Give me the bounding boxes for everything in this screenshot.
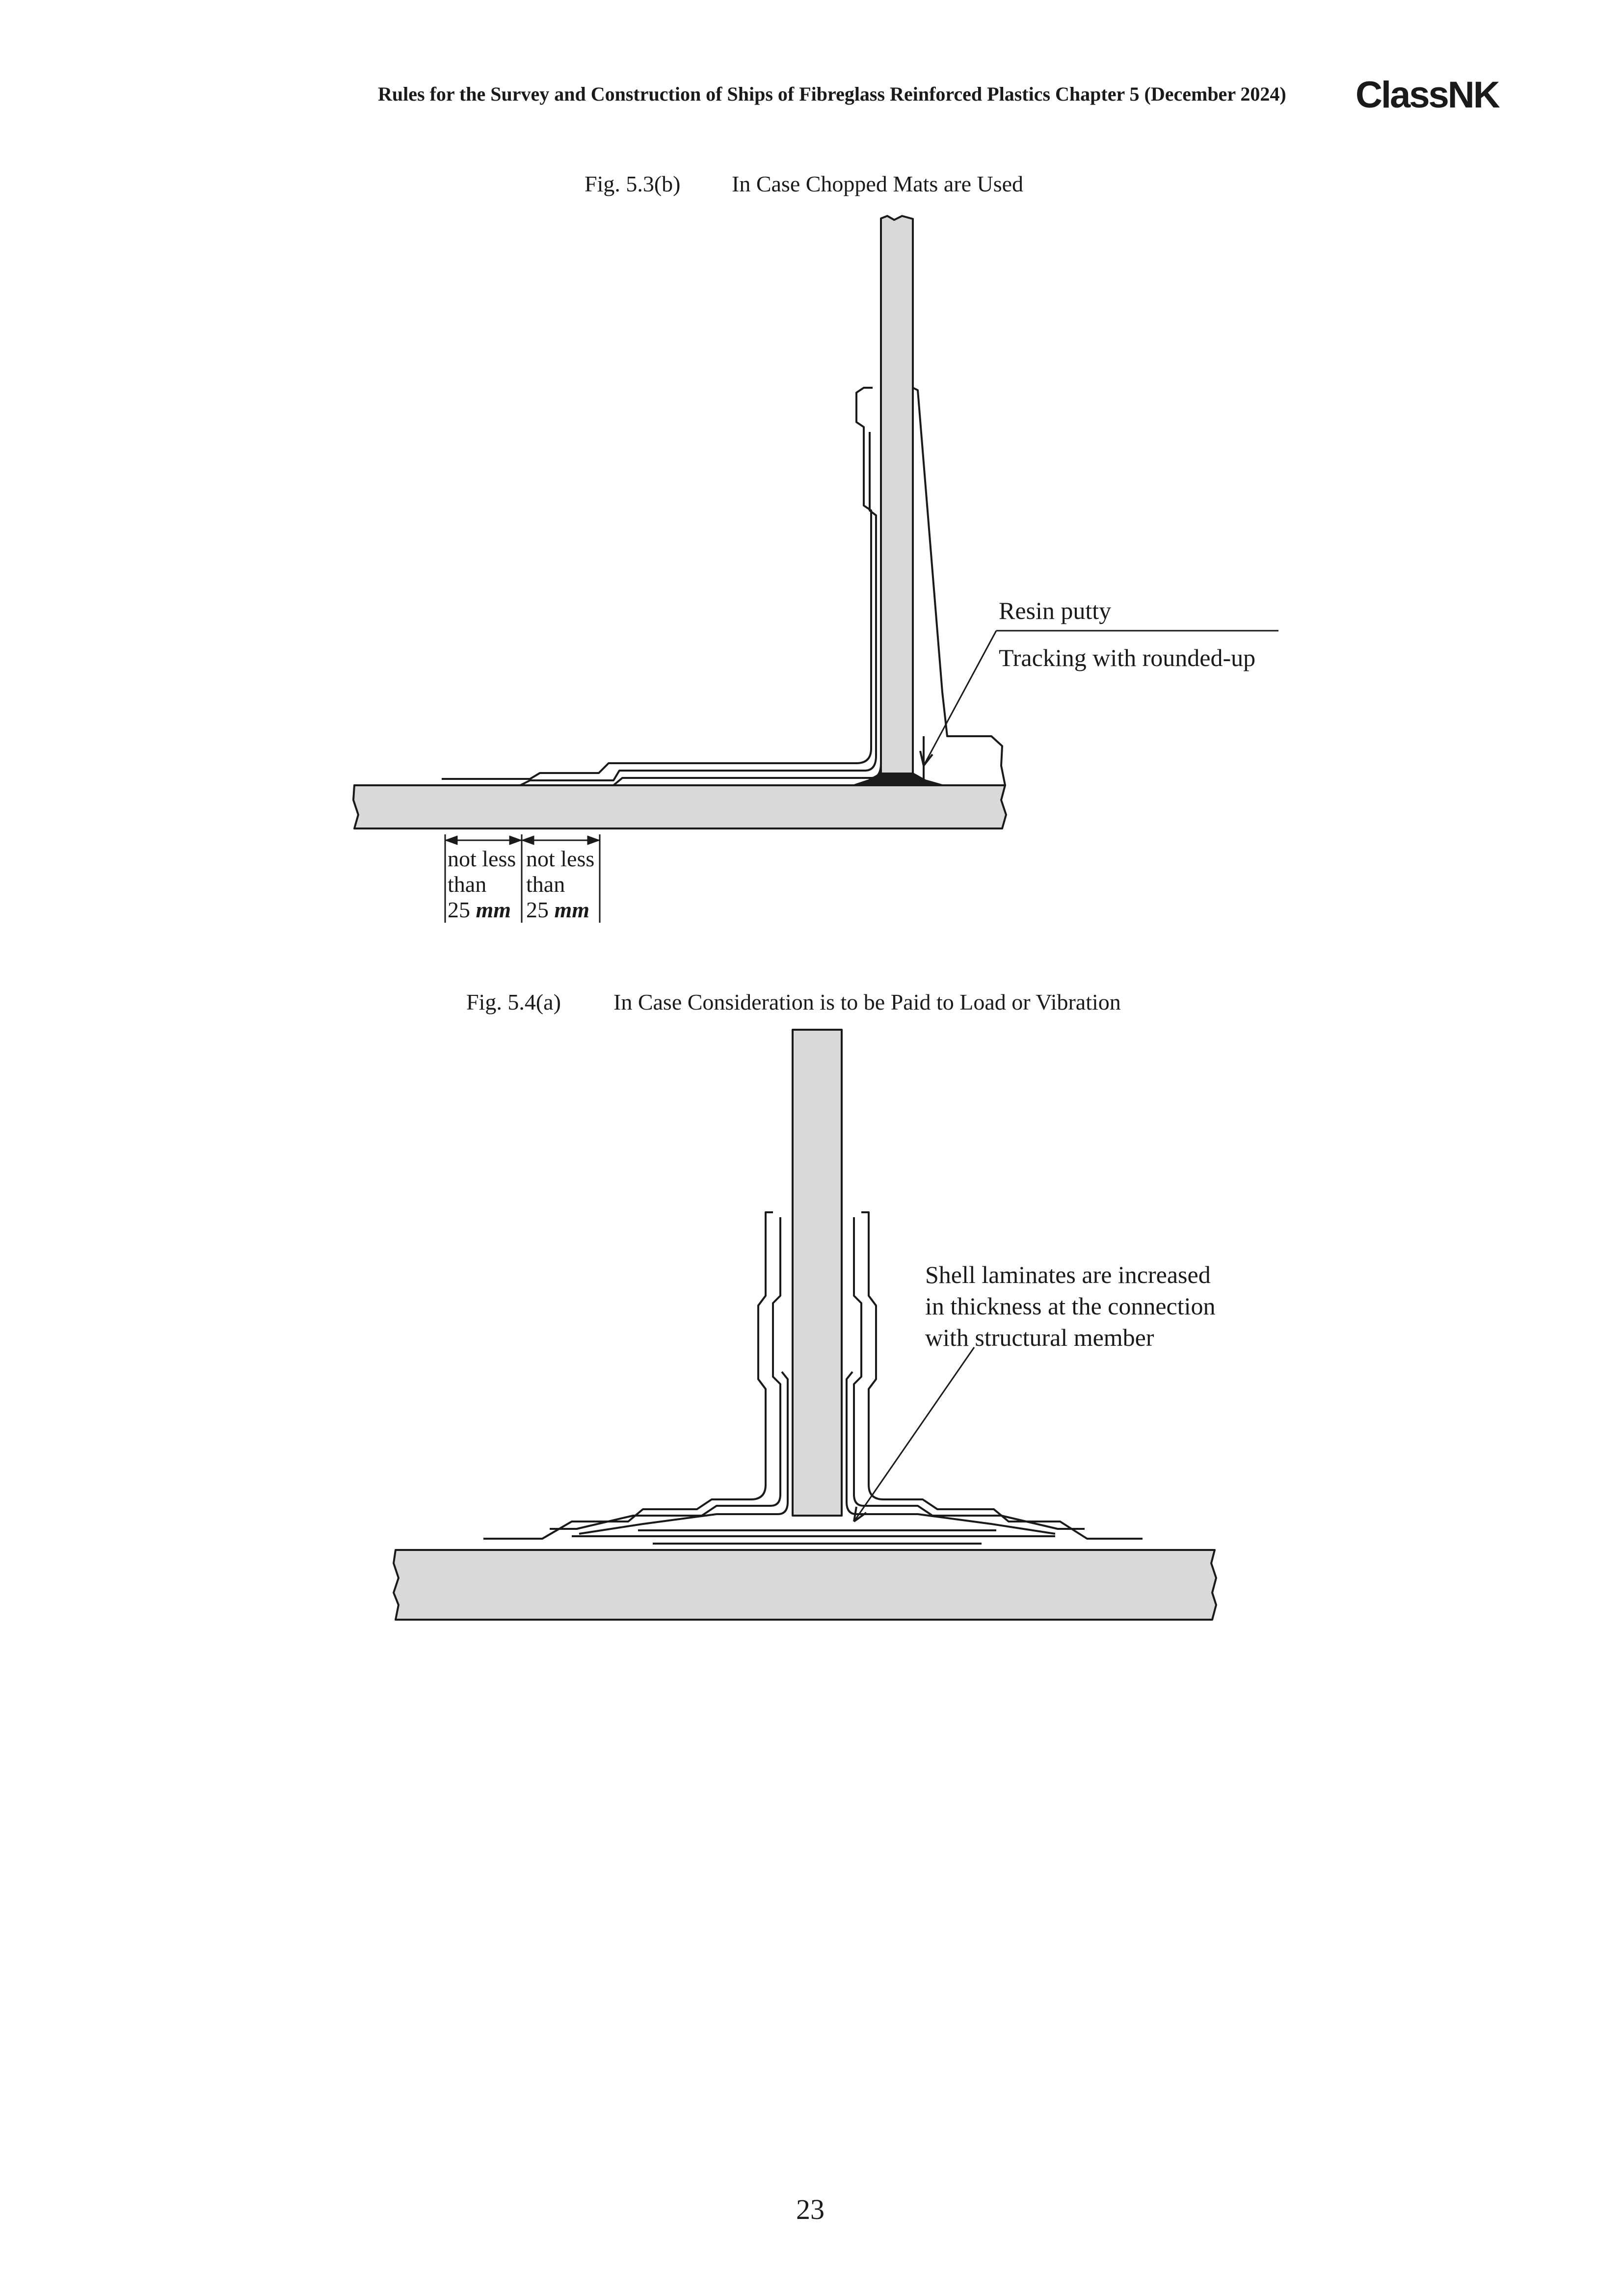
dim2-unit: mm xyxy=(554,897,590,922)
dimension-label-1 xyxy=(448,846,516,923)
classnk-logo: ClassNK xyxy=(1356,74,1499,116)
fig1-backing-wall xyxy=(913,388,1005,785)
fig1-laminate-inner xyxy=(613,763,881,785)
figure-2-number: Fig. 5.4(a) xyxy=(466,989,561,1015)
shell-label-line2: in thickness at the connection xyxy=(925,1292,1216,1320)
resin-putty-label: Resin putty xyxy=(999,597,1112,624)
tracking-label: Tracking with rounded-up xyxy=(999,644,1256,671)
fig1-vertical-member xyxy=(881,216,913,785)
dim2-line1: not less xyxy=(526,846,595,871)
dim1-value: 25 xyxy=(448,897,470,922)
fig1-resin-fillet xyxy=(854,774,942,785)
dim1-line1: not less xyxy=(448,846,516,871)
page-number: 23 xyxy=(796,2193,825,2225)
dim2-value: 25 xyxy=(526,897,549,922)
dimension-label-2 xyxy=(526,846,594,923)
fig1-laminate-outer xyxy=(442,388,873,779)
running-header: Rules for the Survey and Construction of Ships of Fibreglass Reinforced Plastics Chapter 5 (December 2024) xyxy=(378,83,1286,105)
dim1-unit: mm xyxy=(476,897,511,922)
figure-1-drawing xyxy=(353,216,1278,923)
fig1-base-plate xyxy=(353,785,1006,828)
fig1-laminate-mid xyxy=(520,432,876,785)
figure-1-number: Fig. 5.3(b) xyxy=(585,171,681,196)
dim2-line2: than xyxy=(526,872,565,897)
fig2-base-plate xyxy=(394,1550,1216,1620)
figure-1-title: In Case Chopped Mats are Used xyxy=(732,171,1024,196)
fig1-tracking-leader xyxy=(924,631,996,766)
fig2-laminate-left-outer xyxy=(483,1212,773,1539)
fig2-vertical-member xyxy=(793,1030,842,1516)
fig2-shell-leader xyxy=(854,1347,974,1522)
shell-label-line3: with structural member xyxy=(925,1324,1154,1351)
fig2-laminate-left-mid xyxy=(550,1217,780,1529)
shell-label-line1: Shell laminates are increased xyxy=(925,1261,1211,1288)
dim1-line2: than xyxy=(448,872,487,897)
shell-laminates-label xyxy=(925,1259,1216,1353)
figure-2-title: In Case Consideration is to be Paid to Load or Vibration xyxy=(613,989,1121,1015)
